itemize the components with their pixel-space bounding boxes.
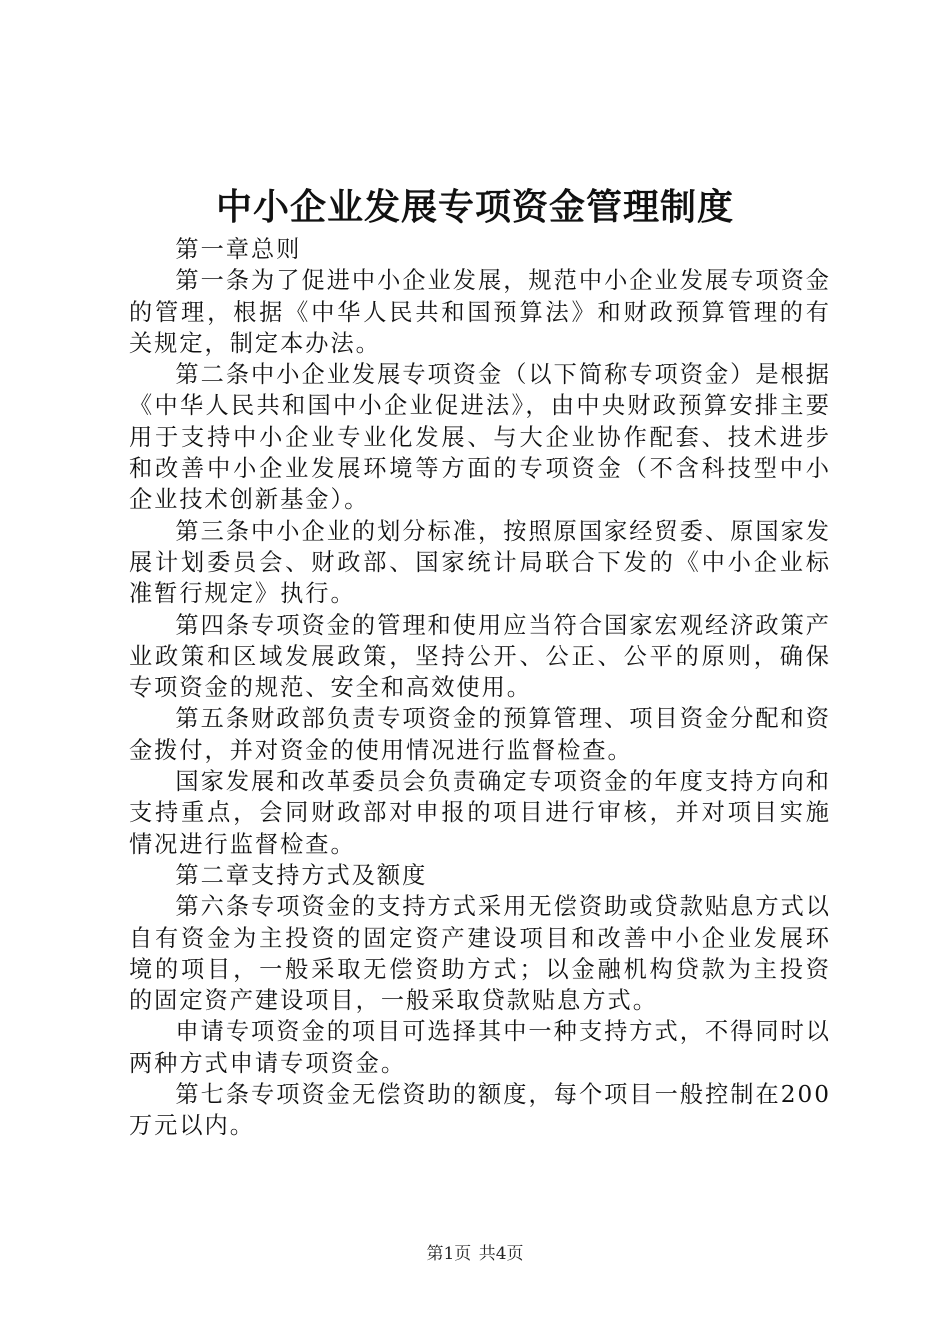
page-number: 第1页 [426, 1244, 472, 1264]
chapter-heading: 第二章支持方式及额度 [175, 861, 428, 889]
article-paragraph: 第四条专项资金的管理和使用应当符合国家宏观经济政策产业政策和区域发展政策，坚持公开、公正、公平的原则，确保专项资金的规范、安全和高效使用。 [129, 611, 831, 702]
article-paragraph: 申请专项资金的项目可选择其中一种支持方式，不得同时以两种方式申请专项资金。 [129, 1018, 831, 1077]
article-paragraph: 第三条中小企业的划分标准，按照原国家经贸委、原国家发展计划委员会、财政部、国家统计局联合下发的《中小企业标准暂行规定》执行。 [129, 517, 831, 608]
article-paragraph: 第七条专项资金无偿资助的额度，每个项目一般控制在200万元以内。 [129, 1081, 831, 1140]
page-total: 共4页 [478, 1244, 524, 1264]
article-paragraph: 第一条为了促进中小企业发展，规范中小企业发展专项资金的管理，根据《中华人民共和国预算法》和财政预算管理的有关规定，制定本办法。 [129, 267, 831, 357]
document-title: 中小企业发展专项资金管理制度 [215, 187, 734, 228]
page-footer [0, 1242, 950, 1266]
article-paragraph: 第六条专项资金的支持方式采用无偿资助或贷款贴息方式以自有资金为主投资的固定资产建设项目和改善中小企业发展环境的项目，一般采取无偿资助方式；以金融机构贷款为主投资的固定资产建设项目，一般采取贷款贴息方式。 [129, 893, 831, 1015]
document-body [129, 234, 831, 1142]
article-paragraph: 第二条中小企业发展专项资金（以下简称专项资金）是根据《中华人民共和国中小企业促进法》，由中央财政预算安排主要用于支持中小企业专业化发展、与大企业协作配套、技术进步和改善中小企业发展环境等方面的专项资金（不含科技型中小企业技术创新基金）。 [129, 361, 831, 514]
article-paragraph: 第五条财政部负责专项资金的预算管理、项目资金分配和资金拨付，并对资金的使用情况进行监督检查。 [129, 705, 831, 764]
article-paragraph: 国家发展和改革委员会负责确定专项资金的年度支持方向和支持重点，会同财政部对申报的项目进行审核，并对项目实施情况进行监督检查。 [129, 768, 831, 858]
chapter-heading: 第一章总则 [175, 236, 302, 263]
